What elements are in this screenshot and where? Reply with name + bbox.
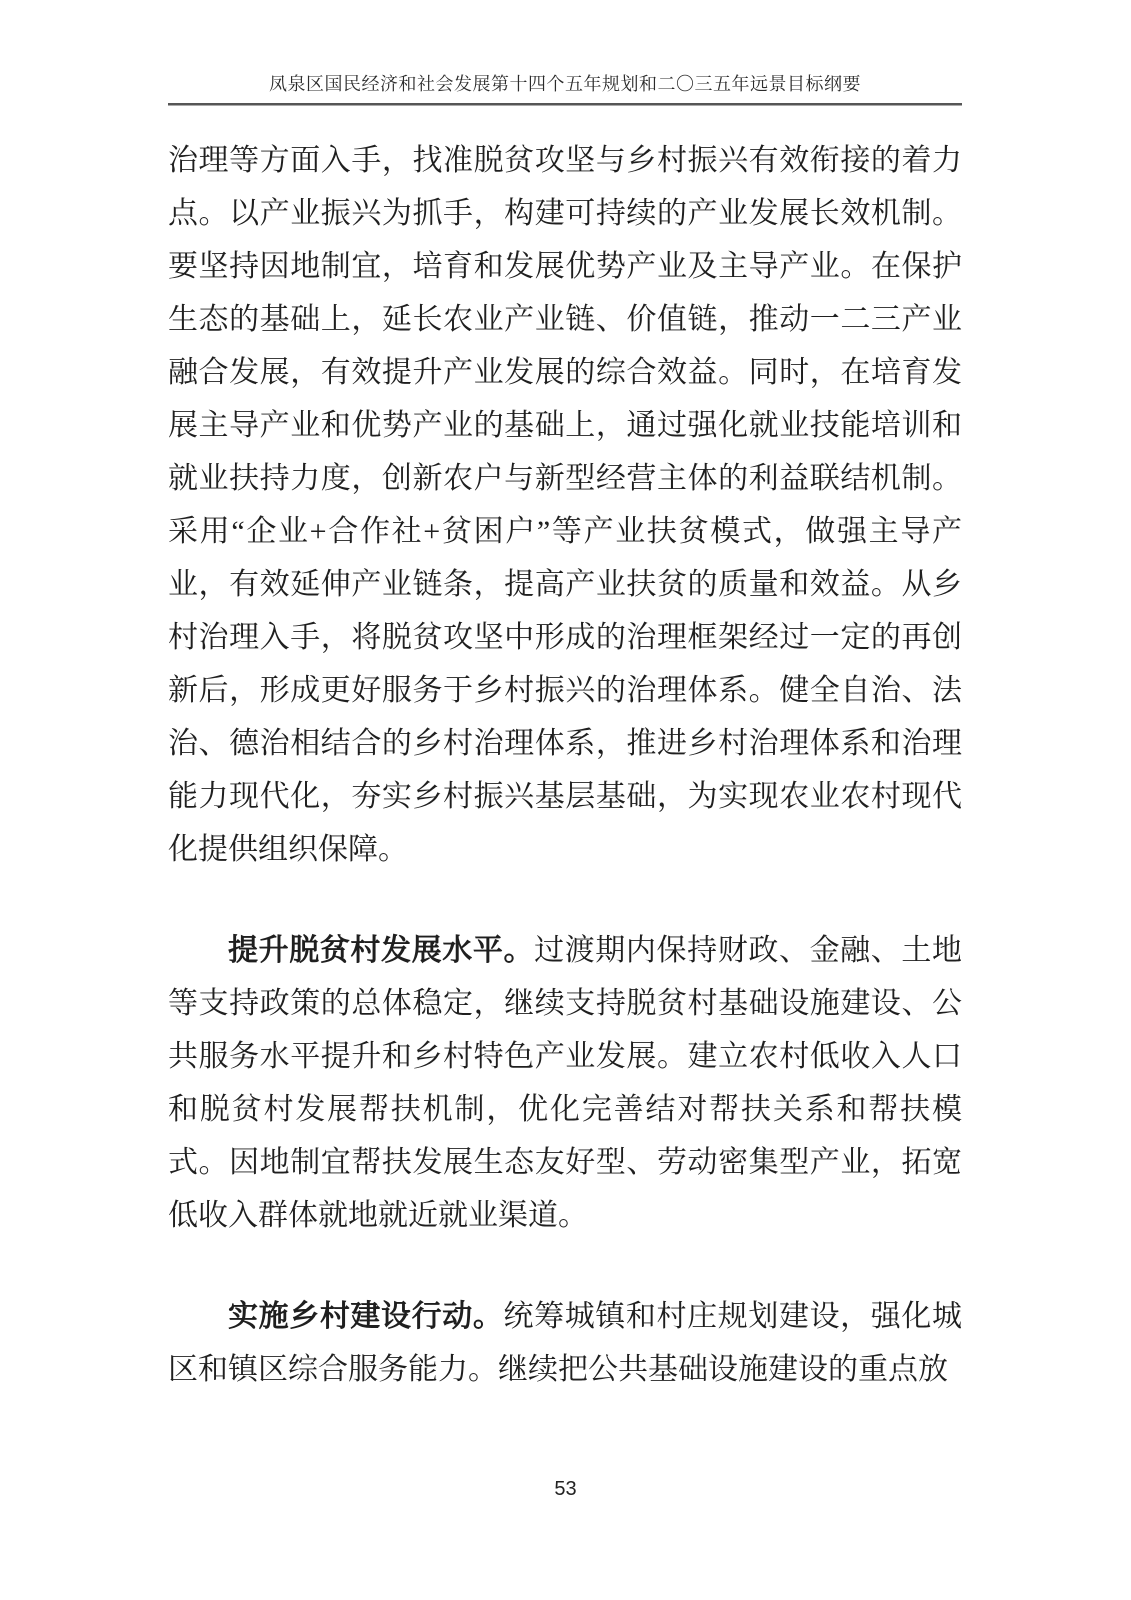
- header-rule: [168, 103, 962, 106]
- paragraph-lifting-poverty-villages: [168, 924, 962, 1242]
- document-body: [168, 134, 962, 1396]
- paragraph-continuation: [168, 134, 962, 876]
- page-header: [168, 72, 962, 106]
- header-title: 凤泉区国民经济和社会发展第十四个五年规划和二〇三五年远景目标纲要: [269, 74, 861, 94]
- paragraph-text: 过渡期内保持财政、金融、土地等支持政策的总体稳定，继续支持脱贫村基础设施建设、公共服务水平提升和乡村特色产业发展。建立农村低收入人口和脱贫村发展帮扶机制，优化完善结对帮扶关系和帮扶模式。因地制宜帮扶发展生态友好型、劳动密集型产业，拓宽低收入群体就地就近就业渠道。: [168, 934, 963, 1232]
- paragraph-lead-bold: 实施乡村建设行动。: [228, 1300, 504, 1333]
- page-footer: [0, 1478, 1131, 1501]
- paragraph-lead-bold: 提升脱贫村发展水平。: [228, 934, 535, 967]
- paragraph-continuation-text: 治理等方面入手，找准脱贫攻坚与乡村振兴有效衔接的着力点。以产业振兴为抓手，构建可持续的产业发展长效机制。要坚持因地制宜，培育和发展优势产业及主导产业。在保护生态的基础上，延长农业产业链、价值链，推动一二三产业融合发展，有效提升产业发展的综合效益。同时，在培育发展主导产业和优势产业的基础上，通过强化就业技能培训和就业扶持力度，创新农户与新型经营主体的利益联结机制。采用“企业+合作社+贫困户”等产业扶贫模式，做强主导产业，有效延伸产业链条，提高产业扶贫的质量和效益。从乡村治理入手，将脱贫攻坚中形成的治理框架经过一定的再创新后，形成更好服务于乡村振兴的治理体系。健全自治、法治、德治相结合的乡村治理体系，推进乡村治理体系和治理能力现代化，夯实乡村振兴基层基础，为实现农业农村现代化提供组织保障。: [168, 144, 962, 866]
- paragraph-rural-construction: [168, 1290, 962, 1396]
- paragraph-text: 统筹城镇和村庄规划建设，强化城区和镇区综合服务能力。继续把公共基础设施建设的重点放: [168, 1300, 963, 1386]
- page-number: 53: [554, 1478, 577, 1500]
